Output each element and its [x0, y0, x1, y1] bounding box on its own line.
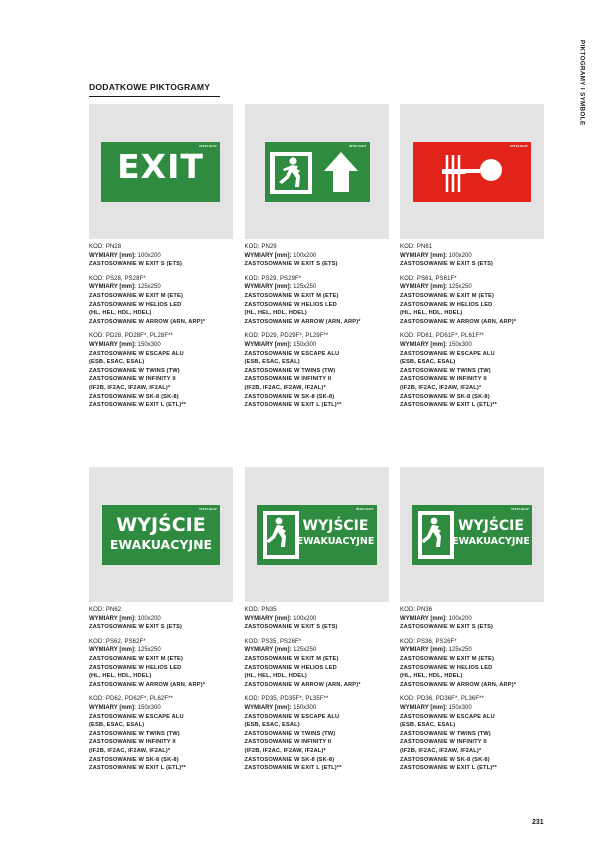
- dimensions: [245, 615, 389, 624]
- product-code: KOD: PN61: [400, 244, 433, 250]
- application-line: (IF2B, IF2AC, IF2AW, IF2AL)*: [244, 384, 326, 391]
- application-line: ZASTOSOWANIE W ESCAPE ALU: [400, 350, 495, 357]
- application-line: (ESB, ESAC, ESAL): [400, 359, 456, 366]
- wyjscie-line-1: WYJŚCIE: [458, 518, 524, 534]
- dimensions-value: 150x300: [137, 341, 161, 348]
- brand-mark: INTELIGHT: [510, 144, 528, 148]
- section-side-label: [576, 40, 588, 130]
- sign-preview-tile: [245, 467, 389, 602]
- application-line: ZASTOSOWANIE W HELIOS LED: [244, 301, 337, 308]
- application-line: ZASTOSOWANIE W SK-8 (SK-8): [400, 756, 490, 763]
- application-line: (HL, HEL, HDL, HDEL): [89, 673, 152, 680]
- dimensions-value: 150x300: [293, 704, 317, 711]
- sign-preview-tile: [89, 467, 233, 602]
- dimensions: [400, 704, 544, 713]
- application-line: (HL, HEL, HDL, HDEL): [400, 310, 463, 317]
- application-line: ZASTOSOWANIE W ARROW (ARN, ARP)*: [89, 681, 206, 688]
- spec-group: [400, 638, 544, 690]
- wyjscie-line-1: WYJŚCIE: [116, 514, 206, 536]
- sign-preview-tile: [245, 104, 389, 239]
- product-row-2: [89, 467, 544, 773]
- dimensions: [89, 252, 233, 261]
- application-line: ZASTOSOWANIE W ESCAPE ALU: [89, 350, 184, 357]
- dimensions-label: WYMIARY [mm]:: [244, 615, 292, 622]
- page-number: 231: [532, 819, 544, 826]
- application-line: (ESB, ESAC, ESAL): [244, 359, 300, 366]
- brand-mark: INTELIGHT: [199, 507, 217, 511]
- application-line: ZASTOSOWANIE W INFINITY II: [89, 376, 176, 383]
- application-line: ZASTOSOWANIE W EXIT L (ETL)**: [244, 402, 342, 409]
- application-line: ZASTOSOWANIE W ARROW (ARN, ARP)*: [400, 681, 517, 688]
- application-line: ZASTOSOWANIE W SK-8 (SK-8): [244, 756, 335, 763]
- application-line: (HL, HEL, HDL, HDEL): [400, 673, 463, 680]
- product-code: KOD: PS36, PS26F*: [400, 638, 457, 645]
- spec-group: [89, 695, 233, 772]
- application-line: ZASTOSOWANIE W INFINITY II: [244, 739, 332, 746]
- dimensions: [245, 252, 389, 261]
- application-line: ZASTOSOWANIE W SK-8 (SK-8): [89, 393, 179, 400]
- dimensions-label: WYMIARY [mm]:: [400, 284, 447, 291]
- product-details: [89, 243, 233, 410]
- product-details: [400, 243, 544, 410]
- product-details: [400, 606, 544, 773]
- product-code: KOD: PS61, PS61F*: [400, 275, 457, 282]
- dimensions-label: WYMIARY [mm]:: [89, 704, 136, 711]
- dimensions: [89, 646, 233, 655]
- wyjscie-ewakuacyjne-sign: [102, 505, 220, 565]
- dimensions-value: 150x300: [137, 704, 161, 711]
- application-line: ZASTOSOWANIE W EXIT L (ETL)**: [89, 402, 187, 409]
- dimensions: [245, 283, 389, 292]
- sign-preview-tile: [89, 104, 233, 239]
- dimensions-value: 125x250: [293, 284, 317, 291]
- application-line: ZASTOSOWANIE W EXIT L (ETL)**: [400, 765, 498, 772]
- section-side-label-text: PIKTOGRAMY I SYMBOLE: [578, 40, 586, 126]
- application-line: ZASTOSOWANIE W EXIT M (ETE): [89, 292, 183, 299]
- application-line: ZASTOSOWANIE W ESCAPE ALU: [89, 713, 184, 720]
- dimensions-value: 100x200: [448, 615, 472, 622]
- dimensions: [245, 646, 389, 655]
- sign-preview-tile: [400, 467, 544, 602]
- brand-mark: INTELIGHT: [348, 144, 367, 148]
- product-code: KOD: PN36: [400, 607, 433, 613]
- application-line: (ESB, ESAC, ESAL): [400, 722, 456, 729]
- product-code: KOD: PD36, PD36F*, PL36F**: [400, 696, 484, 703]
- product-card: [400, 104, 544, 410]
- product-card: [400, 467, 544, 773]
- application-line: (IF2B, IF2AC, IF2AW, IF2AL)*: [400, 747, 482, 754]
- application-line: ZASTOSOWANIE W EXIT L (ETL)**: [244, 765, 342, 772]
- application-line: ZASTOSOWANIE W INFINITY II: [244, 376, 332, 383]
- application-line: (ESB, ESAC, ESAL): [244, 722, 300, 729]
- application-line: (IF2B, IF2AC, IF2AW, IF2AL)*: [400, 384, 482, 391]
- product-code: KOD: PN35: [244, 607, 277, 613]
- product-code: KOD: PD29, PD29F*, PL29F**: [244, 333, 329, 340]
- dimensions-value: 100x200: [293, 252, 317, 259]
- product-code: KOD: PS62, PS62F*: [89, 638, 146, 645]
- dimensions-label: WYMIARY [mm]:: [244, 704, 292, 711]
- dimensions: [89, 341, 233, 350]
- application-line: ZASTOSOWANIE W EXIT L (ETL)**: [400, 402, 498, 409]
- dimensions-value: 125x250: [137, 284, 161, 291]
- application-line: (HL, HEL, HDL, HDEL): [244, 673, 307, 680]
- spec-group: [89, 638, 233, 690]
- application-line: ZASTOSOWANIE W HELIOS LED: [89, 664, 182, 671]
- application-line: ZASTOSOWANIE W EXIT L (ETL)**: [89, 765, 187, 772]
- exit-sign-text: EXIT: [117, 147, 204, 186]
- product-code: KOD: PN62: [89, 607, 122, 613]
- application-line: (ESB, ESAC, ESAL): [89, 722, 145, 729]
- product-card: [89, 104, 233, 410]
- application-line: ZASTOSOWANIE W INFINITY II: [400, 739, 487, 746]
- running-man-arrow-sign: [265, 142, 370, 202]
- dimensions-label: WYMIARY [mm]:: [89, 252, 136, 259]
- application-line: ZASTOSOWANIE W HELIOS LED: [400, 664, 493, 671]
- fire-hose-sign: [413, 142, 531, 202]
- product-code: KOD: PN29: [244, 244, 277, 250]
- dimensions-label: WYMIARY [mm]:: [400, 704, 447, 711]
- application-line: ZASTOSOWANIE W ARROW (ARN, ARP)*: [400, 318, 517, 325]
- product-code: KOD: PD62, PD62F*, PL62F**: [89, 696, 173, 703]
- dimensions-value: 125x250: [448, 284, 472, 291]
- product-code: KOD: PD28, PD28F*, PL28F**: [89, 333, 173, 340]
- dimensions-value: 125x250: [293, 647, 317, 654]
- fire-hose-reel-icon: [413, 142, 531, 202]
- application-line: ZASTOSOWANIE W EXIT M (ETE): [400, 655, 494, 662]
- spec-group: [89, 606, 233, 632]
- dimensions-value: 125x250: [448, 647, 472, 654]
- application-line: ZASTOSOWANIE W SK-8 (SK-8): [89, 756, 179, 763]
- brand-mark: INTELIGHT: [511, 507, 529, 511]
- dimensions-label: WYMIARY [mm]:: [400, 252, 447, 259]
- heading-underline: [89, 96, 220, 97]
- dimensions: [89, 615, 233, 624]
- dimensions-value: 100x200: [448, 252, 472, 259]
- application-line: ZASTOSOWANIE W HELIOS LED: [400, 301, 493, 308]
- application-line: ZASTOSOWANIE W ARROW (ARN, ARP)*: [244, 681, 361, 688]
- product-code: KOD: PS29, PS29F*: [244, 275, 302, 282]
- product-code: KOD: PS28, PS28F*: [89, 275, 146, 282]
- application-line: (HL, HEL, HDL, HDEL): [244, 310, 307, 317]
- application-line: ZASTOSOWANIE W EXIT S (ETS): [400, 261, 494, 268]
- application-line: ZASTOSOWANIE W EXIT S (ETS): [89, 624, 183, 631]
- dimensions: [245, 704, 389, 713]
- spec-group: [245, 332, 389, 409]
- wyjscie-line-2: EWAKUACYJNE: [109, 537, 213, 552]
- spec-group: [89, 243, 233, 269]
- product-details: [245, 606, 389, 773]
- wyjscie-sign-text: [102, 514, 220, 553]
- application-line: ZASTOSOWANIE W ESCAPE ALU: [400, 713, 495, 720]
- dimensions-label: WYMIARY [mm]:: [400, 647, 447, 654]
- dimensions-value: 100x200: [137, 252, 161, 259]
- product-details: [89, 606, 233, 773]
- dimensions: [400, 615, 544, 624]
- application-line: ZASTOSOWANIE W ESCAPE ALU: [244, 713, 340, 720]
- spec-group: [245, 695, 389, 772]
- brand-mark: INTELIGHT: [199, 144, 217, 148]
- sign-preview-tile: [400, 104, 544, 239]
- dimensions-label: WYMIARY [mm]:: [89, 647, 136, 654]
- application-line: (HL, HEL, HDL, HDEL): [89, 310, 152, 317]
- dimensions-label: WYMIARY [mm]:: [89, 341, 136, 348]
- spec-group: [400, 332, 544, 409]
- dimensions-value: 125x250: [137, 647, 161, 654]
- spec-group: [245, 275, 389, 327]
- exit-sign: [101, 142, 220, 202]
- application-line: ZASTOSOWANIE W EXIT M (ETE): [89, 655, 183, 662]
- dimensions-value: 100x200: [293, 615, 317, 622]
- dimensions-label: WYMIARY [mm]:: [244, 284, 292, 291]
- spec-group: [245, 606, 389, 632]
- dimensions: [400, 252, 544, 261]
- application-line: ZASTOSOWANIE W ARROW (ARN, ARP)*: [89, 318, 206, 325]
- dimensions: [89, 704, 233, 713]
- dimensions-value: 150x300: [293, 341, 317, 348]
- application-line: ZASTOSOWANIE W EXIT S (ETS): [89, 261, 183, 268]
- running-man-arrow-up-icon: [265, 142, 370, 202]
- dimensions-value: 100x200: [137, 615, 161, 622]
- application-line: ZASTOSOWANIE W EXIT M (ETE): [244, 292, 339, 299]
- product-code: KOD: PS35, PS26F*: [244, 638, 302, 645]
- product-card: [245, 104, 389, 410]
- product-code: KOD: PD61, PD61F*, PL61F**: [400, 333, 484, 340]
- application-line: ZASTOSOWANIE W TWINS (TW): [400, 367, 491, 374]
- application-line: ZASTOSOWANIE W EXIT M (ETE): [244, 655, 339, 662]
- application-line: ZASTOSOWANIE W TWINS (TW): [244, 367, 336, 374]
- application-line: ZASTOSOWANIE W SK-8 (SK-8): [400, 393, 490, 400]
- application-line: ZASTOSOWANIE W EXIT S (ETS): [244, 261, 338, 268]
- spec-group: [400, 695, 544, 772]
- wyjscie-sign-text: [450, 518, 532, 549]
- wyjscie-sign-text: [295, 518, 377, 549]
- dimensions-label: WYMIARY [mm]:: [400, 615, 447, 622]
- brand-mark: INTELIGHT: [355, 507, 374, 511]
- application-line: ZASTOSOWANIE W EXIT S (ETS): [400, 624, 494, 631]
- wyjscie-line-2: EWAKUACYJNE: [452, 536, 530, 547]
- product-card: [89, 467, 233, 773]
- dimensions-label: WYMIARY [mm]:: [400, 341, 447, 348]
- dimensions-value: 150x300: [448, 704, 472, 711]
- application-line: ZASTOSOWANIE W INFINITY II: [89, 739, 176, 746]
- application-line: ZASTOSOWANIE W ESCAPE ALU: [244, 350, 340, 357]
- spec-group: [89, 275, 233, 327]
- dimensions: [400, 646, 544, 655]
- spec-group: [400, 243, 544, 269]
- application-line: ZASTOSOWANIE W HELIOS LED: [89, 301, 182, 308]
- dimensions-label: WYMIARY [mm]:: [244, 647, 292, 654]
- application-line: ZASTOSOWANIE W TWINS (TW): [89, 367, 180, 374]
- dimensions-value: 150x300: [448, 341, 472, 348]
- dimensions: [245, 341, 389, 350]
- application-line: ZASTOSOWANIE W TWINS (TW): [400, 730, 491, 737]
- page-title: DODATKOWE PIKTOGRAMY: [89, 82, 211, 92]
- dimensions: [400, 283, 544, 292]
- dimensions-label: WYMIARY [mm]:: [244, 341, 292, 348]
- running-man-wyjscie-sign: [412, 505, 532, 565]
- product-card: [245, 467, 389, 773]
- product-code: KOD: PN28: [89, 244, 122, 250]
- spec-group: [89, 332, 233, 409]
- spec-group: [400, 606, 544, 632]
- application-line: ZASTOSOWANIE W EXIT M (ETE): [400, 292, 494, 299]
- application-line: (IF2B, IF2AC, IF2AW, IF2AL)*: [89, 747, 171, 754]
- application-line: (IF2B, IF2AC, IF2AW, IF2AL)*: [244, 747, 326, 754]
- application-line: (ESB, ESAC, ESAL): [89, 359, 145, 366]
- product-row-1: [89, 104, 544, 410]
- application-line: (IF2B, IF2AC, IF2AW, IF2AL)*: [89, 384, 171, 391]
- spec-group: [245, 243, 389, 269]
- application-line: ZASTOSOWANIE W INFINITY II: [400, 376, 487, 383]
- application-line: ZASTOSOWANIE W HELIOS LED: [244, 664, 337, 671]
- running-man-wyjscie-sign: [257, 505, 377, 565]
- dimensions-label: WYMIARY [mm]:: [244, 252, 292, 259]
- page-heading-block: [89, 82, 544, 97]
- application-line: ZASTOSOWANIE W ARROW (ARN, ARP)*: [244, 318, 361, 325]
- product-details: [245, 243, 389, 410]
- application-line: ZASTOSOWANIE W TWINS (TW): [244, 730, 336, 737]
- wyjscie-line-1: WYJŚCIE: [302, 518, 369, 534]
- spec-group: [400, 275, 544, 327]
- spec-group: [245, 638, 389, 690]
- dimensions-label: WYMIARY [mm]:: [89, 615, 136, 622]
- application-line: ZASTOSOWANIE W EXIT S (ETS): [244, 624, 338, 631]
- dimensions: [400, 341, 544, 350]
- dimensions: [89, 283, 233, 292]
- product-code: KOD: PD35, PD35F*, PL35F**: [244, 696, 329, 703]
- wyjscie-line-2: EWAKUACYJNE: [296, 536, 375, 547]
- dimensions-label: WYMIARY [mm]:: [89, 284, 136, 291]
- application-line: ZASTOSOWANIE W TWINS (TW): [89, 730, 180, 737]
- application-line: ZASTOSOWANIE W SK-8 (SK-8): [244, 393, 335, 400]
